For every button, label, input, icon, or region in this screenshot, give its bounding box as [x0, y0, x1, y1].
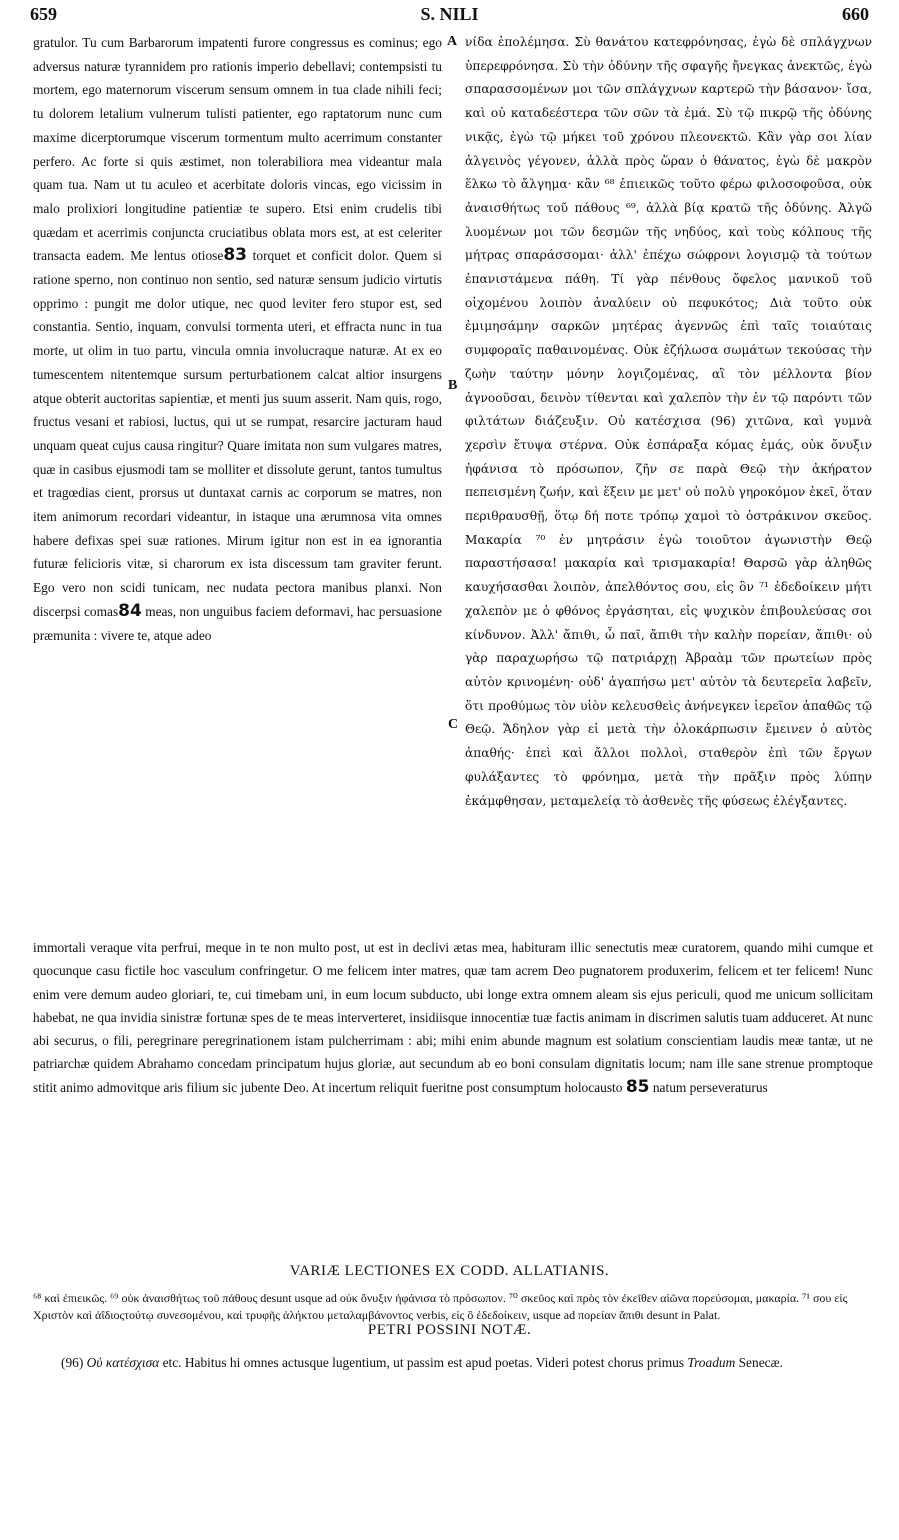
page-marker-85: 85 [625, 1076, 650, 1097]
margin-letter-a: A [447, 34, 458, 49]
notae-section [33, 1352, 873, 1373]
page-number-right: 660 [842, 4, 869, 24]
variae-lectiones [33, 1290, 873, 1324]
variae-heading: VARIÆ LECTIONES EX CODD. ALLATIANIS. [289, 1263, 610, 1279]
latin-continuation: immortali veraque vita perfrui, meque in te non multo post, ut est in declivi ætas mea, habituram illic senectutis meæ curatorem, quando mihi cumque et quocunque casu fictile hoc vasculum confringetur. O me felicem inter matres, quæ tam acrem Deo pugnatorem produxerim, felicem et ter felicem! Nunc enim vere demum audeo gloriari, te, cui timebam uni, in eum locum subducto, ubi longe extra omnem aleam sis ejus periculi, quod me unicum sollicitam habebat, ne qua invidia sinistræ fortunæ spes de te meas interverteret, insidiisque innocentiæ tuæ factis animam in discrimen salutis tuam adduceret. At nunc abi securus, o fili, peregrinare peregrinationem istam pulcherrimam : abi; mihi enim abunde magnum est solatium conscientiam laudis meæ tantæ, ut ne patriarchæ quidem Abrahamo concedam principatum hujus gloriæ, aut secundum ab eo boni consulam dignitatis locum; nam ille sane strenue promptoque stitit animo admovitque aris filium sic jubente Deo. At incertum reliquit fueritne post consumptum holocausto 85 natum perseveraturus [33, 940, 873, 1097]
page-marker-84: 84 [118, 600, 142, 621]
margin-letter-c: C [448, 717, 459, 732]
page-marker-83: 83 [223, 245, 248, 266]
margin-letter-b: B [448, 378, 458, 393]
latin-column [33, 31, 442, 647]
greek-paragraph: νίδα ἐπολέμησα. Σὺ θανάτου κατεφρόνησας, ἐγὼ δὲ σπλάγχνων ὑπερεφρόνησα. Σὺ τὴν ὀδύνην τῆς σφαγῆς ἤνεγκας ἀνεκτῶς, ἐγὼ σπαρασσομένων μοι τῶν σπλάγχνων καρτερῶ τὴν βάσανον· ἴσα, καὶ οὐ καταδεέστερα τῶν σῶν τὰ ἐμά. Σὺ τῷ πικρῷ τῆς ὀδύνης νικᾷς, ἐγὼ τῷ μήκει τοῦ χρόνου πλεονεκτῶ. Κἂν γὰρ σοι λίαν ἀλγεινὸς γέγονεν, ἀλλὰ πρὸς ὥραν ὁ θάνατος, ἐγὼ δὲ μακρὸν ἕλκω τὸ ἄλγημα· κἂν ⁶⁸ ἐπιεικῶς τοῦτο φέρω φιλοσοφοῦσα, οὐκ ἀναισθήτως τοῦ πάθους ⁶⁹, ἀλλὰ βίᾳ κρατῶ τῆς ὀδύνης. Ἀλγῶ λυομένων μοι τῶν δεσμῶν τῆς νηδύος, καὶ τοὺς κόλπους τῆς μήτρας σπαράσσομαι· ἀλλ' ἐπέχω σώφρονι λογισμῷ τὰ τούτων ἐπανιστάμενα πάθη. Τί γὰρ πένθους ὄφελος μανικοῦ τοῦ οἰχομένου λοιπὸν ἀναλύειν οὐ πεφυκότος; Διὰ τοῦτο οὐκ ἐμιμησάμην σαρκῶν μητέρας ἀγεννῶς ἐπὶ ταῖς τοιαύταις συμφοραῖς παθαινομένας. Οὐκ ἐζήλωσα σωμάτων τεκούσας τὴν ζωὴν ταύτην μόνην λογιζομένας, αἳ τὸν μέλλοντα βίον ἀγνοοῦσαι, δεινὸν τίθενται καὶ χαλεπὸν τὴν ἐν τῷ παρόντι τῶν φιλτάτων διάζευξιν. Οὐ κατέσχισα (96) χιτῶνα, καὶ γυμνὰ χερσὶν ἔτυψα στέρνα. Οὐκ ἐσπάραξα κόμας ἐμάς, οὐκ ὄνυξιν ἠφάνισα τὸ πρόσωπον, ζῆν σε παρὰ Θεῷ τὴν ἀκήρατον πεπεισμένη ζωήν, καὶ ἕξειν με μετ' οὐ πολὺ γηροκόμον ἐκεῖ, ὅταν περιθραυσθῇ, ὅτῳ δή ποτε τρόπῳ χαμοὶ τὸ ὀστράκινον σκεῦος. Μακαρία ⁷⁰ ἐν μητράσιν ἐγὼ τοιοῦτον ἀγωνιστὴν Θεῷ παραστήσασα! μακαρία καὶ τρισμακαρία! Θαρσῶ γὰρ ἀληθῶς καυχήσασθαι λοιπὸν, ἀπελθόντος σου, εἰς ὃν ⁷¹ ἐδεδοίκειν μήτι χαλεπὸν με ὁ φθόνος ἐργάσηται, εἰς ψυχικὸν ἐπιβουλεύσας σοι κίνδυνον. Ἀλλ' ἄπιθι, ὦ παῖ, ἄπιθι τὴν καλὴν πορείαν, ἄπιθι· οὐ γὰρ παραχωρήσω τῷ πατριάρχῃ Ἀβραὰμ τῶν πρωτείων πρὸς αὐτὸν κρινομένη· οὐδ' ἀγαπήσω μετ' αὐτὸν τὰ δευτερεῖα λαβεῖν, ὅτι προθύμως τὸν υἱὸν κελευσθεὶς ἀνήνεγκεν ἱερεῖον ἀπαθῶς τῷ Θεῷ. Ἄδηλον γὰρ εἰ μετὰ τὴν ὁλοκάρπωσιν ἔμεινεν ὁ αὐτὸς ἀπαθής· ἐπεὶ καὶ ἄλλοι πολλοὶ, σταθερὸν ἐπὶ τῶν ἔργων φυλάξαντες τὸ φρόνημα, μετὰ τὴν πρᾶξιν πρὸς λύπην ἐκάμφθησαν, μεταμελείᾳ τὸ ἀσθενὲς τῆς φύσεως ἐλέγξαντες. [465, 35, 872, 808]
note-work-title: Troadum [687, 1355, 736, 1370]
page-number-left: 659 [30, 4, 57, 24]
page-header [30, 2, 869, 28]
note-96: (96) Οὐ κατέσχισα etc. Habitus hi omnes actusque lugentium, ut passim est apud poetas. Videri potest chorus primus Troadum Senecæ. [61, 1355, 783, 1370]
notae-heading: PETRI POSSINI NOTÆ. [367, 1322, 532, 1338]
note-lemma: Οὐ κατέσχισα [86, 1355, 160, 1370]
latin-full-width-text [33, 936, 873, 1099]
variae-text: ⁶⁸ καὶ ἐπιεικῶς. ⁶⁹ οὐκ ἀναισθήτως τοῦ πάθους desunt usque ad οὐκ ὄνυξιν ἠφάνισα τὸ πρόσωπον. ⁷⁰ σκεῦος καὶ πρὸς τὸν ἐκεῖθεν αἰῶνα πορεύσομαι, μακαρία. ⁷¹ σου εἰς Χριστὸν καὶ ἀΐδιοςτούτῳ συνεσομένου, καὶ τρυφῆς ἀλήκτου μεταλαμβάνοντος verbis, εἰς ὃ ἐδεδοίκειν, usque ad πορείαν ἄπιθι desunt in Palat. [33, 1291, 848, 1322]
running-title: S. NILI [420, 4, 479, 24]
latin-paragraph: gratulor. Tu cum Barbarorum impatenti furore congressus es cominus; ego adversus naturæ tyrannidem pro rationis imperio debellavi; contempsisti tu mortem, ego maternorum viscerum sensum omnem in tua clade nihili feci; tu dolorem letalium vulnerum tulisti patienter, ego raptatorum nunc cum maxime dicerptorumque viscerum tormentum multo acerrimum constanter perfero. Ac forte si quis æstimet, non tolerabiliora mea videantur mala quam tua. Nam ut tu aculeo et acerbitate doloris vincas, ego vicissim in malo prolixiori longitudine patientiæ te supero. Etsi enim crudelis tibi quædam et acerrimis conjuncta cruciatibus oblata mors est, at est celeriter transacta eadem. Me lentus otiose83 torquet et conficit dolor. Quem si ratione sperno, non continuo non sentio, sed naturæ sensum judicio virtutis opprimo : pungit me dolor utique, nec quod leviter fero stupor est, sed constantia. Sentio, inquam, convulsi tormenta uteri, et effracta nunc in tua morte, ut olim in tuo partu, vincula omnia involucraque naturæ. At ex eo tumescentem nitentemque sursum perturbationem calcat altior insurgens atque obterit auctoritas sapientiæ, et menti jus suum asserit. Nam quis, rogo, fructus vesani et rabiosi, luctus, qui ut se rumpat, resarcire jacturam haud unquam queat cujus causa ringitur? Quare imitata non sum vulgares matres, quæ in casibus ejusmodi tam se molliter et dissolute gerunt, tantos tumultus et tragœdias cient, prorsus ut duntaxat carnis ac corporum se matres, non item animorum recordari videantur, in istaque una ærumnosa vita omnes habere defixas spei suæ rationes. Mirum igitur non est in ea ignorantia futuræ felicioris vitæ, si charorum ex ista discessum tam graviter ferunt. Ego vero non scidi tunicam, nec nudata pectora manibus planxi. Non discerpsi comas84 meas, non unguibus faciem deformavi, hac persuasione præmunita : vivere te, atque adeo [33, 35, 442, 643]
greek-column [465, 31, 872, 813]
